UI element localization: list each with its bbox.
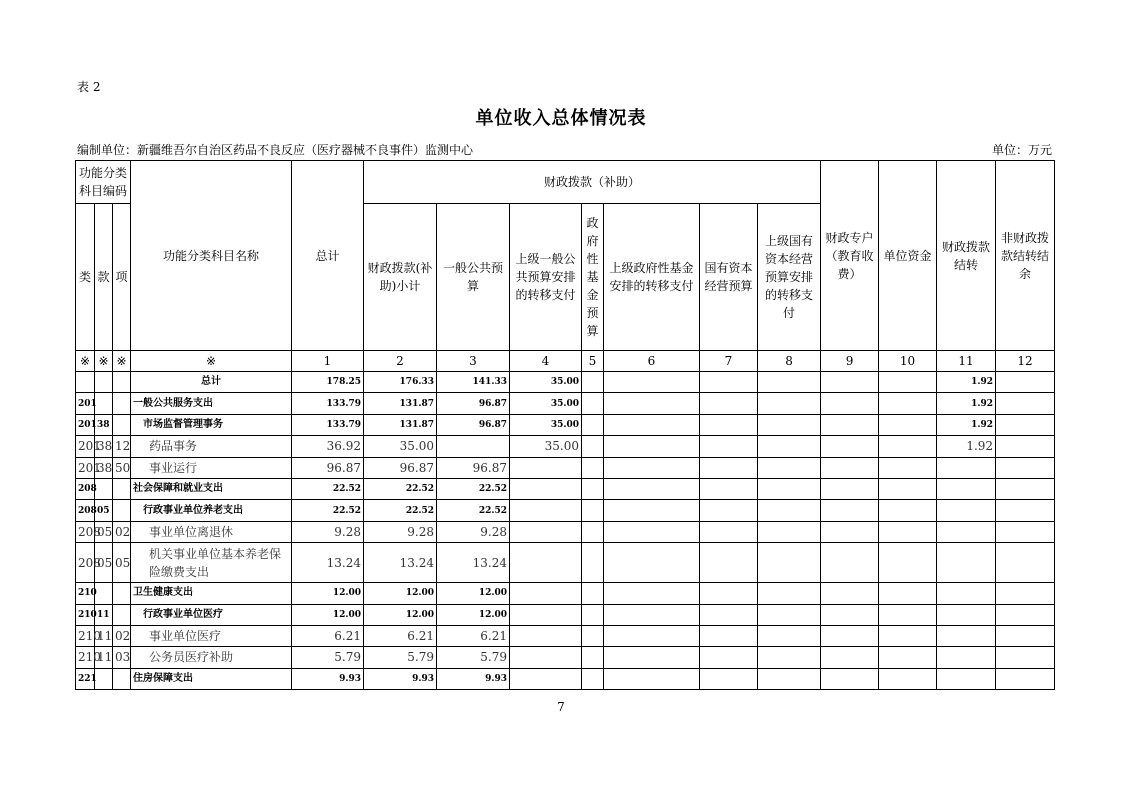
- fiscal-carryover-cell: [937, 668, 996, 689]
- nonfiscal-carryover-cell: [996, 478, 1055, 499]
- fiscal-subtotal-cell: 22.52: [364, 500, 437, 521]
- table-row: [76, 668, 1055, 689]
- general-budget-cell: [437, 436, 510, 457]
- gov-fund-cell: [582, 393, 604, 414]
- fiscal-subtotal-cell: 13.24: [364, 543, 437, 583]
- nonfiscal-carryover-cell: [996, 543, 1055, 583]
- state-capital-cell: [700, 521, 758, 542]
- upper-state-capital-transfer-cell: [758, 500, 821, 521]
- gov-fund-cell: [582, 436, 604, 457]
- currency-unit: 单位：万元: [991, 143, 1052, 157]
- unit-fund-cell: [879, 647, 937, 668]
- special-edu-cell: [821, 647, 879, 668]
- upper-state-capital-transfer-cell: [758, 625, 821, 646]
- upper-general-transfer-cell: [510, 478, 582, 499]
- upper-fund-transfer-cell: [604, 647, 700, 668]
- compiling-unit: 编制单位：新疆维吾尔自治区药品不良反应（医疗器械不良事件）监测中心: [77, 143, 474, 157]
- name-cell: 药品事务: [131, 436, 292, 457]
- lei-cell: 210: [76, 647, 95, 668]
- name-cell: 行政事业单位养老支出: [131, 500, 292, 521]
- index-cell: 4: [510, 351, 582, 372]
- upper-state-capital-transfer-cell: [758, 668, 821, 689]
- upper-general-transfer-cell: [510, 521, 582, 542]
- special-edu-cell: [821, 372, 879, 393]
- upper-general-transfer-cell: [510, 500, 582, 521]
- total-cell: 5.79: [292, 647, 364, 668]
- unit-fund-cell: [879, 414, 937, 435]
- upper-general-transfer-cell: [510, 604, 582, 625]
- gov-fund-header: 政府性基金预算: [582, 204, 604, 351]
- fiscal-carryover-header: 财政拨款结转: [937, 161, 996, 351]
- total-cell: 12.00: [292, 604, 364, 625]
- special-edu-header: 财政专户（教育收费）: [821, 161, 879, 351]
- kuan-cell: 11: [95, 625, 113, 646]
- index-cell: 10: [879, 351, 937, 372]
- total-cell: 22.52: [292, 500, 364, 521]
- general-budget-header: 一般公共预算: [437, 204, 510, 351]
- nonfiscal-carryover-cell: [996, 647, 1055, 668]
- index-cell: ※: [76, 351, 95, 372]
- special-edu-cell: [821, 583, 879, 604]
- kuan-cell: 05: [95, 521, 113, 542]
- kuan-cell: 38: [95, 436, 113, 457]
- total-cell: 9.93: [292, 668, 364, 689]
- upper-state-capital-transfer-cell: [758, 543, 821, 583]
- unit-fund-cell: [879, 668, 937, 689]
- special-edu-cell: [821, 604, 879, 625]
- index-cell: 6: [604, 351, 700, 372]
- gov-fund-cell: [582, 625, 604, 646]
- general-budget-cell: 96.87: [437, 393, 510, 414]
- table-row: [76, 543, 1055, 583]
- unit-fund-cell: [879, 500, 937, 521]
- general-budget-cell: 5.79: [437, 647, 510, 668]
- fiscal-carryover-cell: [937, 500, 996, 521]
- general-budget-cell: 6.21: [437, 625, 510, 646]
- fiscal-carryover-cell: [937, 583, 996, 604]
- xiang-cell: 02: [113, 521, 131, 542]
- upper-state-capital-transfer-cell: [758, 372, 821, 393]
- upper-fund-transfer-cell: [604, 414, 700, 435]
- kuan-cell: 05: [95, 500, 113, 521]
- upper-fund-transfer-cell: [604, 604, 700, 625]
- xiang-cell: [113, 500, 131, 521]
- index-cell: 3: [437, 351, 510, 372]
- fiscal-subtotal-cell: 5.79: [364, 647, 437, 668]
- kuan-cell: 38: [95, 457, 113, 478]
- nonfiscal-carryover-cell: [996, 457, 1055, 478]
- special-edu-cell: [821, 414, 879, 435]
- gov-fund-cell: [582, 668, 604, 689]
- fiscal-group-header: 财政拨款（补助）: [364, 161, 821, 204]
- special-edu-cell: [821, 436, 879, 457]
- state-capital-cell: [700, 372, 758, 393]
- xiang-header: 项: [113, 204, 131, 351]
- special-edu-cell: [821, 521, 879, 542]
- upper-general-transfer-cell: [510, 625, 582, 646]
- upper-state-capital-transfer-cell: [758, 521, 821, 542]
- name-cell: 一般公共服务支出: [131, 393, 292, 414]
- lei-cell: 208: [76, 500, 95, 521]
- state-capital-header: 国有资本经营预算: [700, 204, 758, 351]
- upper-state-capital-transfer-cell: [758, 457, 821, 478]
- upper-fund-transfer-cell: [604, 521, 700, 542]
- nonfiscal-carryover-cell: [996, 414, 1055, 435]
- index-cell: ※: [95, 351, 113, 372]
- table-row: [76, 500, 1055, 521]
- general-budget-cell: 22.52: [437, 500, 510, 521]
- upper-general-transfer-header: 上级一般公共预算安排的转移支付: [510, 204, 582, 351]
- gov-fund-cell: [582, 414, 604, 435]
- lei-cell: 221: [76, 668, 95, 689]
- xiang-cell: 02: [113, 625, 131, 646]
- upper-state-capital-transfer-header: 上级国有资本经营预算安排的转移支付: [758, 204, 821, 351]
- gov-fund-cell: [582, 478, 604, 499]
- name-cell: 社会保障和就业支出: [131, 478, 292, 499]
- name-cell: 总计: [131, 372, 292, 393]
- upper-state-capital-transfer-cell: [758, 436, 821, 457]
- table-row: [76, 625, 1055, 646]
- fiscal-subtotal-header: 财政拨款(补助)小计: [364, 204, 437, 351]
- upper-general-transfer-cell: [510, 647, 582, 668]
- lei-cell: 201: [76, 414, 95, 435]
- state-capital-cell: [700, 500, 758, 521]
- index-cell: 8: [758, 351, 821, 372]
- fiscal-carryover-cell: [937, 478, 996, 499]
- state-capital-cell: [700, 478, 758, 499]
- name-cell: 公务员医疗补助: [131, 647, 292, 668]
- index-cell: 12: [996, 351, 1055, 372]
- lei-cell: 208: [76, 521, 95, 542]
- lei-cell: 201: [76, 436, 95, 457]
- unit-fund-cell: [879, 521, 937, 542]
- fiscal-carryover-cell: [937, 625, 996, 646]
- kuan-cell: [95, 668, 113, 689]
- nonfiscal-carryover-cell: [996, 436, 1055, 457]
- lei-cell: 208: [76, 543, 95, 583]
- upper-fund-transfer-cell: [604, 436, 700, 457]
- xiang-cell: [113, 478, 131, 499]
- name-cell: 行政事业单位医疗: [131, 604, 292, 625]
- upper-fund-transfer-cell: [604, 478, 700, 499]
- name-cell: 事业运行: [131, 457, 292, 478]
- name-cell: 事业单位离退休: [131, 521, 292, 542]
- name-cell: 卫生健康支出: [131, 583, 292, 604]
- upper-state-capital-transfer-cell: [758, 583, 821, 604]
- state-capital-cell: [700, 604, 758, 625]
- fiscal-carryover-cell: 1.92: [937, 372, 996, 393]
- table-row: [76, 372, 1055, 393]
- fiscal-subtotal-cell: 6.21: [364, 625, 437, 646]
- unit-fund-cell: [879, 543, 937, 583]
- general-budget-cell: 12.00: [437, 583, 510, 604]
- xiang-cell: 05: [113, 543, 131, 583]
- general-budget-cell: 141.33: [437, 372, 510, 393]
- total-cell: 22.52: [292, 478, 364, 499]
- fiscal-carryover-cell: [937, 457, 996, 478]
- fiscal-subtotal-cell: 12.00: [364, 583, 437, 604]
- total-cell: 133.79: [292, 414, 364, 435]
- xiang-cell: [113, 414, 131, 435]
- index-cell: 5: [582, 351, 604, 372]
- table-row: [76, 457, 1055, 478]
- table-row: [76, 436, 1055, 457]
- lei-cell: 210: [76, 583, 95, 604]
- table-row: [76, 478, 1055, 499]
- gov-fund-cell: [582, 647, 604, 668]
- state-capital-cell: [700, 436, 758, 457]
- fiscal-carryover-cell: [937, 647, 996, 668]
- unit-fund-cell: [879, 436, 937, 457]
- lei-cell: 210: [76, 625, 95, 646]
- special-edu-cell: [821, 625, 879, 646]
- upper-fund-transfer-cell: [604, 625, 700, 646]
- kuan-cell: 11: [95, 647, 113, 668]
- state-capital-cell: [700, 647, 758, 668]
- xiang-cell: 50: [113, 457, 131, 478]
- upper-fund-transfer-cell: [604, 500, 700, 521]
- upper-fund-transfer-cell: [604, 372, 700, 393]
- total-cell: 178.25: [292, 372, 364, 393]
- general-budget-cell: 9.28: [437, 521, 510, 542]
- gov-fund-cell: [582, 604, 604, 625]
- page-number: 7: [557, 700, 565, 714]
- xiang-cell: [113, 372, 131, 393]
- total-cell: 9.28: [292, 521, 364, 542]
- total-cell: 6.21: [292, 625, 364, 646]
- nonfiscal-carryover-cell: [996, 604, 1055, 625]
- table-row: [76, 521, 1055, 542]
- kuan-header: 款: [95, 204, 113, 351]
- fiscal-subtotal-cell: 12.00: [364, 604, 437, 625]
- special-edu-cell: [821, 478, 879, 499]
- table-row: [76, 604, 1055, 625]
- fiscal-subtotal-cell: 176.33: [364, 372, 437, 393]
- index-cell: 11: [937, 351, 996, 372]
- xiang-cell: [113, 604, 131, 625]
- upper-fund-transfer-cell: [604, 393, 700, 414]
- nonfiscal-carryover-cell: [996, 372, 1055, 393]
- fiscal-subtotal-cell: 131.87: [364, 393, 437, 414]
- nonfiscal-carryover-cell: [996, 393, 1055, 414]
- name-cell: 事业单位医疗: [131, 625, 292, 646]
- general-budget-cell: 96.87: [437, 414, 510, 435]
- special-edu-cell: [821, 457, 879, 478]
- special-edu-cell: [821, 500, 879, 521]
- unit-fund-cell: [879, 583, 937, 604]
- kuan-cell: [95, 478, 113, 499]
- name-cell: 住房保障支出: [131, 668, 292, 689]
- upper-fund-transfer-cell: [604, 668, 700, 689]
- unit-fund-cell: [879, 372, 937, 393]
- fiscal-subtotal-cell: 9.93: [364, 668, 437, 689]
- unit-fund-cell: [879, 625, 937, 646]
- lei-cell: 201: [76, 393, 95, 414]
- general-budget-cell: 9.93: [437, 668, 510, 689]
- index-cell: 2: [364, 351, 437, 372]
- upper-state-capital-transfer-cell: [758, 393, 821, 414]
- total-cell: 12.00: [292, 583, 364, 604]
- gov-fund-cell: [582, 521, 604, 542]
- special-edu-cell: [821, 668, 879, 689]
- general-budget-cell: 96.87: [437, 457, 510, 478]
- special-edu-cell: [821, 393, 879, 414]
- index-cell: ※: [113, 351, 131, 372]
- name-cell: 市场监督管理事务: [131, 414, 292, 435]
- special-edu-cell: [821, 543, 879, 583]
- index-cell: 9: [821, 351, 879, 372]
- lei-header: 类: [76, 204, 95, 351]
- upper-general-transfer-cell: [510, 668, 582, 689]
- index-cell: 7: [700, 351, 758, 372]
- upper-general-transfer-cell: 35.00: [510, 393, 582, 414]
- total-header: 总计: [292, 161, 364, 351]
- upper-general-transfer-cell: 35.00: [510, 372, 582, 393]
- unit-fund-cell: [879, 604, 937, 625]
- name-header: 功能分类科目名称: [131, 161, 292, 351]
- fiscal-carryover-cell: [937, 521, 996, 542]
- xiang-cell: 12: [113, 436, 131, 457]
- table-row: [76, 583, 1055, 604]
- upper-state-capital-transfer-cell: [758, 478, 821, 499]
- fiscal-carryover-cell: 1.92: [937, 414, 996, 435]
- upper-fund-transfer-header: 上级政府性基金安排的转移支付: [604, 204, 700, 351]
- index-cell: ※: [131, 351, 292, 372]
- nonfiscal-carryover-cell: [996, 583, 1055, 604]
- upper-general-transfer-cell: [510, 543, 582, 583]
- total-cell: 36.92: [292, 436, 364, 457]
- fiscal-subtotal-cell: 131.87: [364, 414, 437, 435]
- fiscal-subtotal-cell: 22.52: [364, 478, 437, 499]
- general-budget-cell: 22.52: [437, 478, 510, 499]
- unit-fund-cell: [879, 457, 937, 478]
- kuan-cell: [95, 583, 113, 604]
- page-title: 单位收入总体情况表: [475, 108, 647, 129]
- upper-fund-transfer-cell: [604, 583, 700, 604]
- upper-state-capital-transfer-cell: [758, 414, 821, 435]
- index-row: [76, 351, 1055, 372]
- fiscal-subtotal-cell: 9.28: [364, 521, 437, 542]
- upper-fund-transfer-cell: [604, 543, 700, 583]
- name-cell: 机关事业单位基本养老保险缴费支出: [131, 543, 292, 583]
- lei-cell: 208: [76, 478, 95, 499]
- gov-fund-cell: [582, 372, 604, 393]
- kuan-cell: [95, 372, 113, 393]
- table-number: 表 2: [77, 80, 101, 94]
- fiscal-carryover-cell: 1.92: [937, 436, 996, 457]
- fiscal-carryover-cell: 1.92: [937, 393, 996, 414]
- upper-state-capital-transfer-cell: [758, 604, 821, 625]
- total-cell: 13.24: [292, 543, 364, 583]
- unit-fund-cell: [879, 393, 937, 414]
- lei-cell: 201: [76, 457, 95, 478]
- upper-general-transfer-cell: [510, 583, 582, 604]
- xiang-cell: [113, 668, 131, 689]
- nonfiscal-carryover-cell: [996, 500, 1055, 521]
- upper-state-capital-transfer-cell: [758, 647, 821, 668]
- upper-general-transfer-cell: 35.00: [510, 414, 582, 435]
- lei-cell: [76, 372, 95, 393]
- gov-fund-cell: [582, 543, 604, 583]
- state-capital-cell: [700, 457, 758, 478]
- gov-fund-cell: [582, 457, 604, 478]
- fiscal-carryover-cell: [937, 604, 996, 625]
- fiscal-subtotal-cell: 35.00: [364, 436, 437, 457]
- xiang-cell: [113, 393, 131, 414]
- xiang-cell: 03: [113, 647, 131, 668]
- table-row: [76, 414, 1055, 435]
- lei-cell: 210: [76, 604, 95, 625]
- unit-fund-header: 单位资金: [879, 161, 937, 351]
- state-capital-cell: [700, 668, 758, 689]
- total-cell: 96.87: [292, 457, 364, 478]
- kuan-cell: 38: [95, 414, 113, 435]
- state-capital-cell: [700, 393, 758, 414]
- upper-general-transfer-cell: [510, 457, 582, 478]
- gov-fund-cell: [582, 583, 604, 604]
- xiang-cell: [113, 583, 131, 604]
- total-cell: 133.79: [292, 393, 364, 414]
- nonfiscal-carryover-cell: [996, 668, 1055, 689]
- state-capital-cell: [700, 583, 758, 604]
- upper-general-transfer-cell: 35.00: [510, 436, 582, 457]
- fiscal-subtotal-cell: 96.87: [364, 457, 437, 478]
- general-budget-cell: 13.24: [437, 543, 510, 583]
- index-cell: 1: [292, 351, 364, 372]
- kuan-cell: 11: [95, 604, 113, 625]
- state-capital-cell: [700, 414, 758, 435]
- fiscal-carryover-cell: [937, 543, 996, 583]
- income-table: [75, 160, 1055, 690]
- kuan-cell: [95, 393, 113, 414]
- state-capital-cell: [700, 625, 758, 646]
- code-group-header: 功能分类科目编码: [76, 161, 131, 204]
- general-budget-cell: 12.00: [437, 604, 510, 625]
- unit-fund-cell: [879, 478, 937, 499]
- state-capital-cell: [700, 543, 758, 583]
- nonfiscal-carryover-cell: [996, 521, 1055, 542]
- kuan-cell: 05: [95, 543, 113, 583]
- gov-fund-cell: [582, 500, 604, 521]
- table-row: [76, 647, 1055, 668]
- nonfiscal-carryover-cell: [996, 625, 1055, 646]
- table-row: [76, 393, 1055, 414]
- nonfiscal-carryover-header: 非财政拨款结转结余: [996, 161, 1055, 351]
- upper-fund-transfer-cell: [604, 457, 700, 478]
